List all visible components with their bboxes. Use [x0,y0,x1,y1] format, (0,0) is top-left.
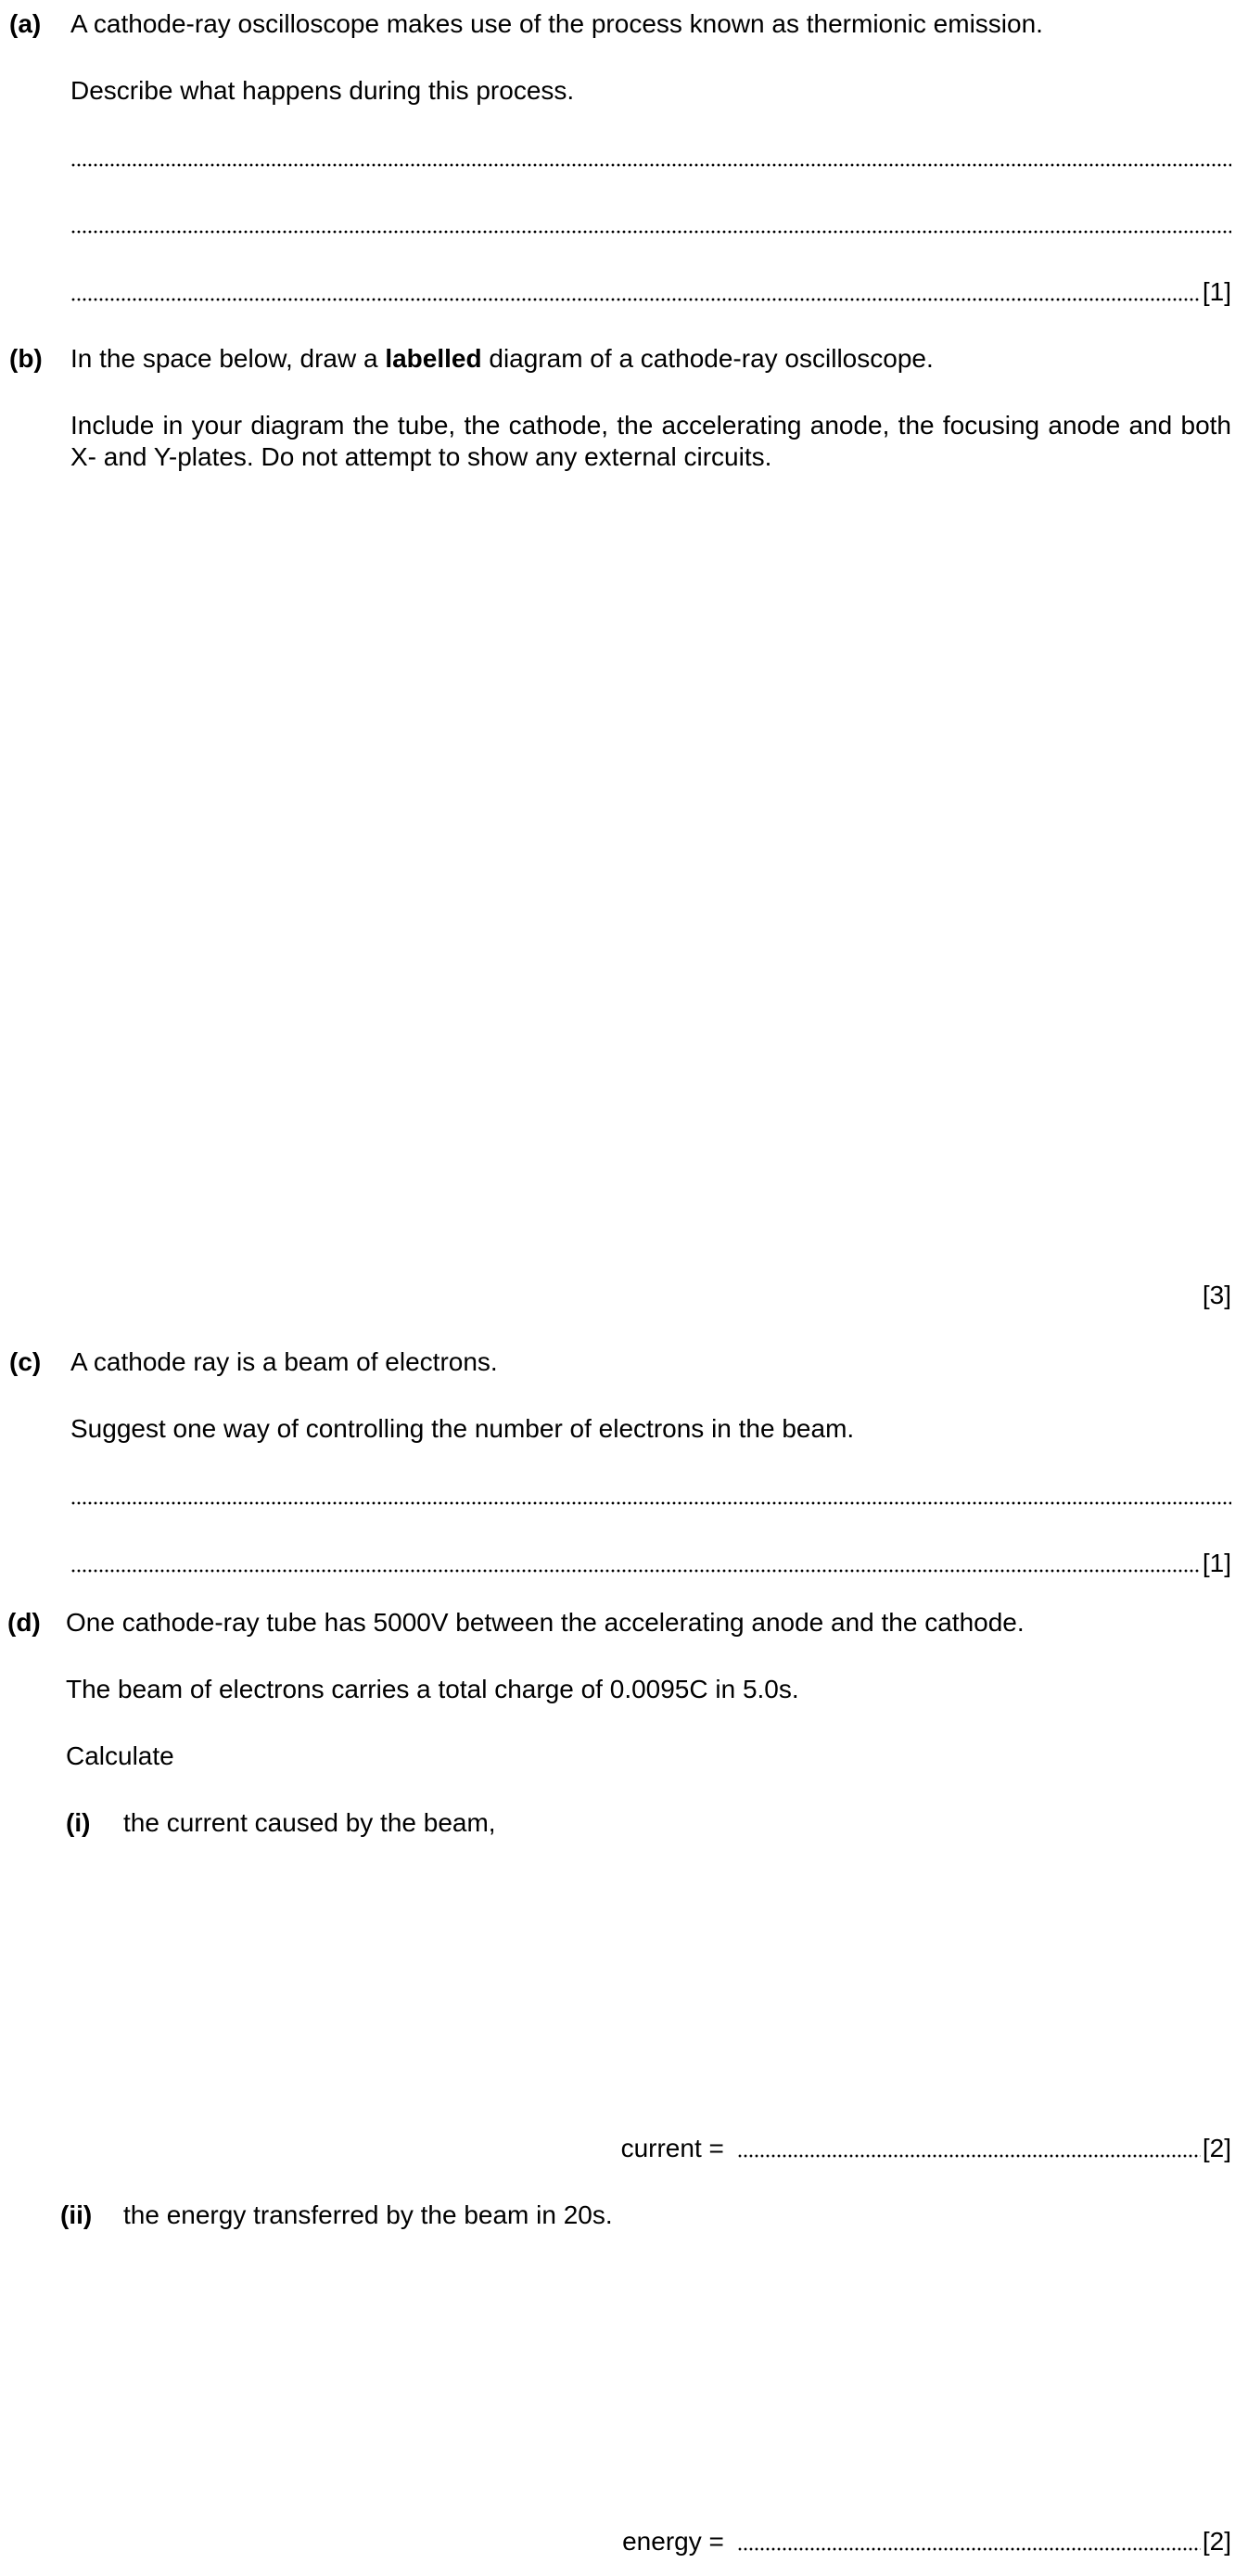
energy-answer-line[interactable] [622,2526,1231,2557]
part-d-instruction: Calculate [66,1741,174,1770]
part-c-question: A cathode ray is a beam of electrons. [70,1347,498,1376]
part-d-charge-statement: The beam of electrons carries a total charge of 0.0095C in 5.0s. [66,1675,799,1703]
part-c-label: (c) [9,1347,42,1376]
part-c-instruction: Suggest one way of controlling the number of electrons in the beam. [70,1414,855,1443]
part-d-ii-label: (ii) [60,2200,93,2229]
part-d-ii-marks: [2] [1202,2527,1231,2556]
answer-line[interactable] [70,142,1231,173]
answer-line[interactable] [70,276,1231,308]
part-b-instruction: Include in your diagram the tube, the cathode, the accelerating anode, the focusing anode and both X- and Y-plates. Do not attempt to show any external circuits. [70,411,1231,471]
part-d-question: One cathode-ray tube has 5000V between the accelerating anode and the cathode. [66,1608,1025,1637]
current-answer-label: current = [620,2134,724,2162]
part-b-marks: [3] [1202,1281,1231,1309]
answer-line[interactable] [70,1480,1231,1511]
part-b-bold-word: labelled [385,344,482,373]
part-a-question: A cathode-ray oscilloscope makes use of the process known as thermionic emission. [70,9,1043,38]
part-b-label: (b) [9,344,43,373]
diagram-drawing-area[interactable] [70,491,1231,1252]
part-d-ii-question: the energy transferred by the beam in 20s. [123,2200,613,2229]
part-a-marks: [1] [1202,277,1231,306]
energy-answer-label: energy = [622,2527,724,2556]
part-a-instruction: Describe what happens during this process. [70,76,575,105]
answer-line[interactable] [70,1548,1231,1579]
part-a-label: (a) [9,9,42,38]
part-d-i-label: (i) [66,1808,91,1837]
part-d-i-question: the current caused by the beam, [123,1808,496,1837]
current-answer-line[interactable] [621,2133,1231,2164]
answer-line[interactable] [70,209,1231,240]
part-d-i-marks: [2] [1202,2134,1231,2162]
part-b-question: In the space below, draw a labelled diagram of a cathode-ray oscilloscope. [70,344,934,373]
part-d-label: (d) [7,1608,41,1637]
part-c-marks: [1] [1202,1549,1231,1577]
